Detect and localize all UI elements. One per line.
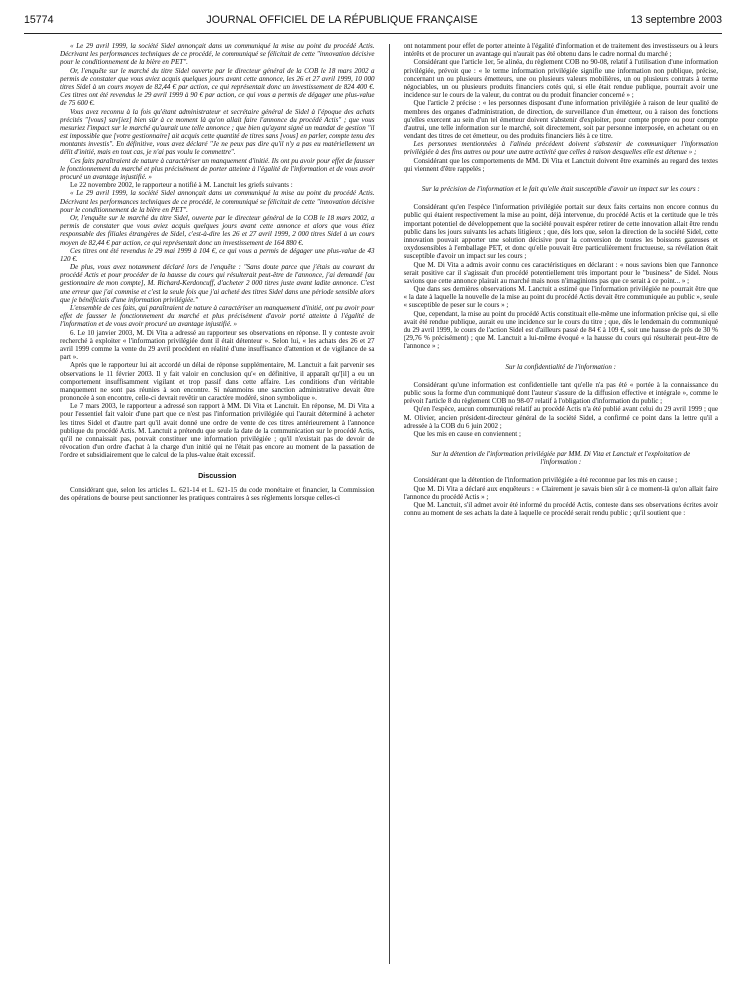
paragraph: Après que le rapporteur lui ait accordé un délai de réponse supplémentaire, M. Lanctuit a fait parvenir ses observations le 11 février 2003. Il y fait valoir en conclusion qu'« en définitive, il apparaît qu'[il] a eu un comportement insuffisamment vigilant et trop passif dans cette affaire. Les conditions d'un véritable manquement ne sont pas réunies à son encontre. Si néanmoins une sanction administrative devait être prononcée à son encontre, celle-ci devrait revêtir un caractère modéré, sinon symbolique ». xyxy=(60,361,375,403)
paragraph: Que l'article 2 précise : « les personnes disposant d'une information privilégiée à raison de leur qualité de membres des organes d'administration, de direction, de surveillance d'un émetteur, ou à raison des fonctions qu'elles exercent au sein d'un tel émetteur doivent s'abstenir d'exploiter, pour compte propre ou pour compte d'autrui, une telle information sur le marché, soit directement, soit par personne interposée, en achetant ou en vendant des titres de cet émetteur, ou des produits financiers liés à ce titre. xyxy=(403,99,718,141)
paragraph: « Le 29 avril 1999, la société Sidel annonçait dans un communiqué la mise au point du procédé Actis. Décrivant les performances techniques de ce procédé, le communiqué se félicitait de cette "innovation décisive pour le conditionnement de la bière en PET". xyxy=(60,42,375,67)
paragraph: « Le 29 avril 1999, la société Sidel annonçait dans un communiqué la mise au point du procédé Actis. Décrivant les performances techniques de ce procédé, le communiqué se félicitait de cette "innovation décisive pour le conditionnement de la bière en PET". xyxy=(60,189,375,214)
paragraph: Le 22 novembre 2002, le rapporteur a notifié à M. Lanctuit les griefs suivants : xyxy=(70,181,293,190)
paragraph: Que M. Di Vita a admis avoir connu ces caractéristiques en déclarant : « nous savions bien que l'annonce serait positive car il s'agissait d'un procédé potentiellement très important pour le "business" de Sidel. Nous savions que cette annonce plairait au marché mais nous n'imaginions pas que ce serait à ce point... » ; xyxy=(403,260,718,285)
paragraph: Considérant que l'article 1er, 5e alinéa, du règlement COB no 90-08, relatif à l'utilisation d'une information privilégiée, prévoit que : « le terme information privilégiée signifie une information non publique, précise, concernant un ou plusieurs émetteurs, une ou plusieurs valeurs mobilières, un ou plusieurs contrats à terme négociables, un ou plusieurs produits financiers cotés qui, si elle était rendue publique, pourrait avoir une incidence sur le cours de la valeur, du contrat ou du produit financier concerné » ; xyxy=(403,58,718,100)
paragraph: Qu'en l'espèce, aucun communiqué relatif au procédé Actis n'a été publié avant celui du 29 avril 1999 ; que M. Olivier, ancien président-directeur général de la société Sidel, a confirmé ce point dans la lettre qu'il a adressée à la COB du 6 juin 2002 ; xyxy=(403,405,718,430)
right-column xyxy=(404,42,719,982)
paragraph: Le 7 mars 2003, le rapporteur a adressé son rapport à MM. Di Vita et Lanctuit. En réponse, M. Di Vita a pour l'essentiel fait valoir d'une part que ce n'est pas l'information privilégiée qui l'aurait déterminé à acheter les titres Sidel et d'autre part qu'il avait donné une ordre de vente de ces titres antérieurement à l'annonce publique du procédé Actis. M. Lanctuit a prétendu que seule la date de la communication sur le procédé Actis, qu'il ne connaissait pas, pouvait constituer une information privilégiée ; qu'il n'existait pas de devoir de révocation d'un ordre d'achat à la charge d'un initié qui ne l'était pas encore au moment de la passation de l'ordre et subsidiairement que le calcul de la plus-value était excessif. xyxy=(60,402,375,460)
text-columns xyxy=(60,42,718,982)
paragraph: Que dans ses dernières observations M. Lanctuit a estimé que l'information privilégiée ne pourrait être que « la date à laquelle la nouvelle de la mise au point du procédé Actis devait être communiquée au public », seule « susceptible de peser sur le cours » ; xyxy=(403,285,718,310)
section-heading: Sur la confidentialité de l'information : xyxy=(505,362,617,371)
paragraph: Les personnes mentionnées à l'alinéa précédent doivent s'abstenir de communiquer l'information privilégiée à des fins autres ou pour une autre activité que celles à raison desquelles elle est détenue » ; xyxy=(403,140,718,157)
page-number: 15774 xyxy=(24,14,54,26)
paragraph: Considérant que, selon les articles L. 621-14 et L. 621-15 du code monétaire et financier, la Commission des opérations de bourse peut sanctionner les pratiques contraires à ses règlements lorsque celles-ci xyxy=(60,485,375,502)
section-title: Discussion xyxy=(198,470,237,480)
paragraph: Considérant que les comportements de MM. Di Vita et Lanctuit doivent être examinés au regard des textes qui viennent d'être rappelés ; xyxy=(403,156,718,173)
paragraph: 6. Le 10 janvier 2003, M. Di Vita a adressé au rapporteur ses observations en réponse. Il y conteste avoir recherché à exploiter « l'information privilégiée dont il était détenteur ». Selon lui, « les achats des 26 et 27 avril 1999 comme la vente du 29 avril procèdent en réalité d'une insuffisance d'attention et de vigilance de sa part ». xyxy=(60,328,375,362)
publication-date: 13 septembre 2003 xyxy=(630,14,722,26)
left-column xyxy=(60,42,375,982)
page-header xyxy=(24,14,722,34)
paragraph: L'ensemble de ces faits, qui paraîtraient de nature à caractériser un manquement d'initié, ont pu avoir pour effet de fausser le fonctionnement du marché et plus précisément d'avoir porté atteinte à l'égalité de l'information et de vous avoir procuré un avantage injustifié. » xyxy=(60,304,375,329)
paragraph: Ces titres ont été revendus le 29 mai 1999 à 104 €, ce qui vous a permis de dégager une plus-value de 43 120 €. xyxy=(60,246,375,263)
section-heading: Sur la précision de l'information et le fait qu'elle était susceptible d'avoir un impact sur les cours : xyxy=(421,185,700,193)
paragraph: Que les mis en cause en conviennent ; xyxy=(413,429,521,438)
paragraph: Que, cependant, la mise au point du procédé Actis constituait elle-même une information précise qui, si elle avait été rendue publique, aurait eu une incidence sur le cours du titre ; que, dès le lendemain du communiqué du 29 avril 1999, le cours de l'action Sidel est d'ailleurs passé de 84 € à 109 €, soit une hausse de près de 30 % (29,76 % précisément) ; que M. Lanctuit a lui-même évoqué « la hausse du cours qui résulterait peut-être de l'annonce » ; xyxy=(403,309,718,351)
paragraph: ont notamment pour effet de porter atteinte à l'égalité d'information et de traitement des investisseurs ou à leurs intérêts et de procurer un avantage qui n'aurait pas été obtenu dans le cadre normal du marché ; xyxy=(403,42,718,59)
paragraph: Que M. Lanctuit, s'il admet avoir été informé du procédé Actis, conteste dans ses observations écrites avoir connu au moment de ses achats la date à laquelle ce procédé serait rendu public ; qu'il soutient que : xyxy=(403,501,718,518)
paragraph: Considérant que la détention de l'information privilégiée a été reconnue par les mis en cause ; xyxy=(413,476,678,485)
paragraph: Que M. Di Vita a déclaré aux enquêteurs : « Clairement je savais bien sûr à ce moment-là qu'on allait faire l'annonce du procédé Actis » ; xyxy=(403,484,718,501)
paragraph: Vous avez reconnu à la fois qu'étant administrateur et secrétaire général de Sidel à l'époque des achats précités "[vous] sav[iez] bien sûr à ce moment là qu'on allait faire l'annonce du procédé Actis" ; que vous mesuriez l'impact sur le marché qu'aurait une telle annonce ; que bien qu'ayant signé un mandat de gestion "il est impossible que [votre gestionnaire] ait acquis cette quantité de titres sans [vous] en parler, compte tenu des montants investis". En définitive, vous avez déclaré "Je ne peux pas dire qu'il n'y a pas eu matériellement un délit d'initié, mais en tout cas, je n'ai pas voulu le commettre". xyxy=(60,107,375,157)
paragraph: Or, l'enquête sur le marché du titre Sidel ouverte par le directeur général de la COB le 18 mars 2002 a permis de constater que vous aviez acquis quelques jours avant cette annonce, les 26 et 27 avril 1999, 10 000 titres Sidel à un cours moyen de 82,44 € par action, ce qui représentait donc un investissement de 824 400 €. Ces titres ont été revendus le 29 avril 1999 à 90 € par action, ce qui vous a permis de dégager une plus-value de 75 600 €. xyxy=(60,66,375,108)
paragraph: Or, l'enquête sur le marché du titre Sidel, ouverte par le directeur général de la COB le 18 mars 2002, a permis de constater que vous aviez acquis quelques jours avant cette annonce et alors que vous étiez responsable des filiales étrangères de Sidel, c'est-à-dire les 26 et 27 avril 1999, 2 000 titres Sidel à un cours moyen de 82,44 € par action, ce qui représentait donc un investissement de 164 880 €. xyxy=(60,213,375,247)
section-heading: Sur la détention de l'information privilégiée par MM. Di Vita et Lanctuit et l'exploitation de l'information : xyxy=(431,450,691,467)
paragraph: Ces faits paraîtraient de nature à caractériser un manquement d'initié. Ils ont pu avoir pour effet de fausser le fonctionnement du marché et plus précisément de porter atteinte à l'égalité de l'information et de vous avoir procuré un avantage injustifié. » xyxy=(60,156,375,181)
journal-title: JOURNAL OFFICIEL DE LA RÉPUBLIQUE FRANÇAISE xyxy=(206,14,478,26)
column-divider xyxy=(389,44,390,964)
paragraph: Considérant qu'en l'espèce l'information privilégiée portait sur deux faits certains non encore connus du public qui étaient respectivement la mise au point, déjà intervenue, du procédé Actis et la certitude que le très important potentiel de développement que la société pouvait espérer retirer de cette innovation allait être rendu public dans les jours suivants les achats litigieux ; que, dès lors que, selon la direction de la société Sidel, cette innovation pouvait apporter une solution décisive pour la conversion de toutes les boissons gazeuses et oxydosensibles à l'emballage PET, et donc qu'elle pouvait être particulièrement fructueuse, sa révélation était susceptible d'avoir un impact sur les cours ; xyxy=(403,203,718,261)
paragraph: Considérant qu'une information est confidentielle tant qu'elle n'a pas été « portée à la connaissance du public sous la forme d'un communiqué dont l'auteur s'assure de la diffusion effective et intégrale », comme le prévoit l'article 8 du règlement COB no 98-07 relatif à l'obligation d'information du public ; xyxy=(403,380,718,406)
header-rule xyxy=(24,33,722,34)
paragraph: De plus, vous avez notamment déclaré lors de l'enquête : "Sans doute parce que j'étais au courant du procédé Actis et pour procéder de la hausse du cours qui résulterait peut-être de l'annonce, j'ai demandé [au gestionnaire de mon compte], M. Richard-Kerdoncuff, d'acheter 2 000 titres juste avant ladite annonce. C'est une erreur que j'ai commise et c'est la seule fois que j'ai acheté des titres Sidel dans une période sensible alors que je bénéficiais d'une information privilégiée." xyxy=(60,263,375,304)
